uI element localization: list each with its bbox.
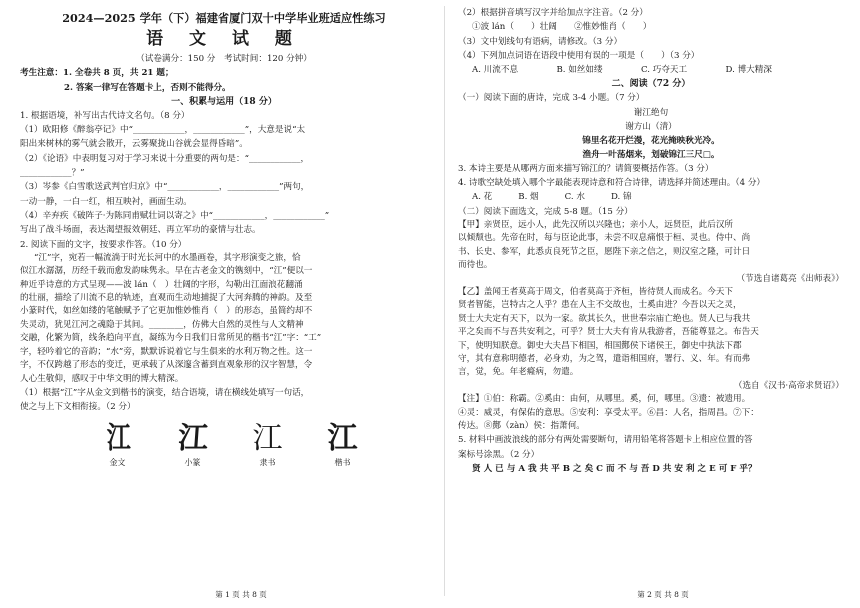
q1-item-2: （2）《论语》中表明复习对于学习来说十分重要的两句是：“____________， [20,153,310,164]
question-3: 3. 本诗主要是从哪两方面来描写锦江的？请简要概括作答。（3 分） [458,163,714,174]
q1-item-4-cont: 写出了战斗场面，表达渴望报效朝廷、再立军功的豪情与壮志。 [20,225,261,236]
q2-item-1: （1）根据“江”字从金文到楷书的演变，结合语境，请在横线处填写一句话， [20,387,310,398]
passage-line: 字，轻吟着它的音韵；“水”旁，默默诉说着它与生俱来的水利万物之性。这一 [20,346,313,357]
page-footer: 第 1 页 共 8 页 [215,590,267,599]
section-2-heading: 二、阅读（72 分） [611,79,691,90]
q1-item-3-cont: 一动一静，一白一红，相互映衬，画面生动。 [20,196,192,207]
part-1-heading: （一）阅读下面的唐诗，完成 3-4 小题。（7 分） [458,93,645,104]
q2-item-4-options [458,63,772,77]
text-b-line: 【乙】盖闻王者莫高于周文，伯者莫高于齐桓，皆待贤人而成名。今天下 [458,287,734,297]
option-c: C. 水 [564,192,585,203]
option-b: B. 如丝如缕 [556,65,603,76]
text-b-line: 贤者智能，岂特古之人乎？患在人主不交故也，士奚由进？今吾以天之灵， [458,300,742,311]
option-d: D. 博大精深 [725,65,772,76]
question-5-cont: 案标号涂黑。（2 分） [458,449,540,460]
notes-line: 【注】①伯：称霸。②奚由：由何，从哪里。奚，何，哪里。③遗：被遗用。 [458,394,751,405]
q2-item-4: （4）下列加点词语在语段中使用有误的一项是（ ）（3 分） [458,50,700,61]
poem-line: 渔舟一叶荡烟来，划破锦江三尺□。 [582,149,720,160]
q1-item-1-cont: 阳出来树林的雾气就会散开，云雾聚拢山谷就会显得昏暗”。 [20,139,248,150]
glyph-label: 楷书 [334,457,351,467]
glyph-bronze: 江 [106,420,129,456]
text-b-line: 下，使明知朕意。御史大夫昌下相国，相国酂侯下诸侯王，御史中执法下郡 [458,340,742,351]
text-b-line: 贤士大夫定有天下，以为一家。欲其长久，世世奉宗庙亡绝也。贤人已与我共 [458,313,751,324]
q2-item-2: （2）根据拼音填写汉字并给加点字注音。（2 分） [458,8,648,18]
text-a-line: 以倾颓也。先帝在时，每与臣论此事，未尝不叹息痛恨于桓、灵也。侍中、尚 [458,233,751,244]
passage-line: 交融，化繁为简，线条趋向平直，凝练为今日我们日常所见的楷书“江”字：“工” [20,333,322,344]
glyph-clerical: 江 [252,420,283,456]
passage-line: 人心生敬仰，感叹于中华文明的博大精深。 [20,373,184,384]
option-c: C. 巧夺天工 [641,65,688,76]
page-2 [450,0,860,608]
question-2: 2. 阅读下面的文字，按要求作答。（10 分） [20,239,187,250]
glyph-label: 金文 [109,457,126,467]
question-1: 1. 根据语境，补写出古代诗文名句。（8 分） [20,110,190,121]
glyph-evolution-row [80,421,380,457]
q1-item-4: （4）辛弃疾《破阵子·为陈同甫赋壮词以寄之》中“____________，____________” [20,210,330,221]
section-1-heading: 一、积累与运用（18 分） [171,96,277,107]
poem-title: 谢江绝句 [633,107,669,118]
text-a-source: （节选自诸葛亮《出师表》） [736,273,844,284]
text-a-line: 【甲】亲贤臣，远小人，此先汉所以兴隆也；亲小人，远贤臣，此后汉所 [458,219,734,230]
glyph-labels-row [80,457,380,468]
text-a-line: 而待也。 [458,260,493,271]
text-b-line: 言，觉，免。年老癃病，勿遣。 [458,367,579,378]
q1-item-2-cont: ____________？” [20,168,85,179]
q2-item-2-blanks: ①波 lán（ ）壮阔 ②惟妙惟肖（ ） [472,22,652,33]
punctuation-sentence: 贤 人 已 与 A 我 共 平 B 之 矣 C 而 不 与 吾 D 共 安 利 之 E 可 F 乎？ [472,464,757,475]
passage-line: 的壮丽，描绘了川流不息的轨迹，直观而生动地捕捉了大河奔腾的神韵。及至 [20,293,313,304]
glyph-label: 隶书 [259,457,276,467]
poem-author: 谢方山（清） [625,121,677,132]
poem-line: 锦里名花开烂漫，花光掩映秋光冷。 [582,135,720,146]
option-d: D. 锦 [610,192,632,203]
exam-meta: （试卷满分：150 分 考试时间：120 分钟） [136,54,312,64]
subject-title: 语 文 试 题 [146,29,302,49]
page-divider [444,6,445,596]
passage-line: “江”字，宛若一幅流淌于时光长河中的水墨画卷，其字形演变之旅，恰 [34,252,301,263]
glyph-regular: 江 [327,420,358,456]
exam-header: 2024—2025 学年（下）福建省厦门双十中学毕业班适应性练习 [62,11,386,25]
passage-line: 失灵动，犹见江河之魂隐于其间。________，仿佛大自然的灵性与人文精神 [20,319,304,330]
glyph-seal: 江 [176,420,209,456]
part-2-heading: （二）阅读下面选文，完成 5-8 题。（15 分） [458,206,633,217]
option-a: A. 花 [472,192,493,203]
glyph-label: 小篆 [184,457,201,467]
q1-item-3: （3）岑参《白雪歌送武判官归京》中“____________，____________”两句， [20,182,310,193]
notes-line: 传达。⑧酂（zàn）侯：指萧何。 [458,421,585,432]
passage-line: 小篆时代，如丝如缕的笔触赋予了它更加惟妙惟肖（ ）的形态，虽简约却不 [20,306,313,317]
passage-line: 种近乎诗意的方式呈现——波 lán（ ）壮阔的字形，勾勒出江面浪花翻涌 [20,279,303,290]
option-b: B. 烟 [518,192,539,203]
text-b-source: （选自《汉书·高帝求贤诏》） [733,380,844,391]
text-a-line: 书、长史、参军，此悉贞良死节之臣，愿陛下亲之信之，则汉室之隆，可计日 [458,246,751,257]
notice-2: 2. 答案一律写在答题卡上，否则不能得分。 [64,82,231,93]
notes-line: ④灵：威灵，有保佑的意思。⑤安利：享受太平。⑥昌：人名，指周昌。⑦下： [458,407,759,418]
page-footer: 第 2 页 共 8 页 [637,590,689,599]
q2-item-3: （3）文中划线句有语病，请修改。（3 分） [458,36,623,47]
q4-options [458,190,844,204]
q2-item-1-cont: 使之与上下文相衔接。（2 分） [20,402,136,413]
notice-1: 考生注意：1. 全卷共 8 页，共 21 题； [20,68,174,79]
option-a: A. 川流不息 [472,65,519,76]
question-4: 4. 诗歌空缺处填入哪个字最能表现诗意和符合诗律，请选择并简述理由。（4 分） [458,178,766,189]
text-b-line: 守，其有意称明德者，必身劝，为之驾，遣诣相国府，署行、义、年。有而弗 [458,354,751,365]
passage-line: 似江水潺潺，历经千载而愈发韵味隽永。早在古老金文的镌刻中，“江”便以一 [20,266,313,277]
text-b-line: 平之矣而不与吾共安利之，可乎？贤士大夫有肯从我游者，吾能尊显之。布告天 [458,327,759,338]
passage-line-underlined: 字，不仅跨越了形态的变迁，更承载了从深邃含蓄到直观象形的汉字智慧，令 [20,360,313,371]
q1-item-1: （1）欧阳修《醉翁亭记》中“____________，____________”，大意是说“太 [20,125,306,136]
question-5: 5. 材料中画波浪线的部分有两处需要断句，请用铅笔将答题卡上相应位置的答 [458,435,753,446]
